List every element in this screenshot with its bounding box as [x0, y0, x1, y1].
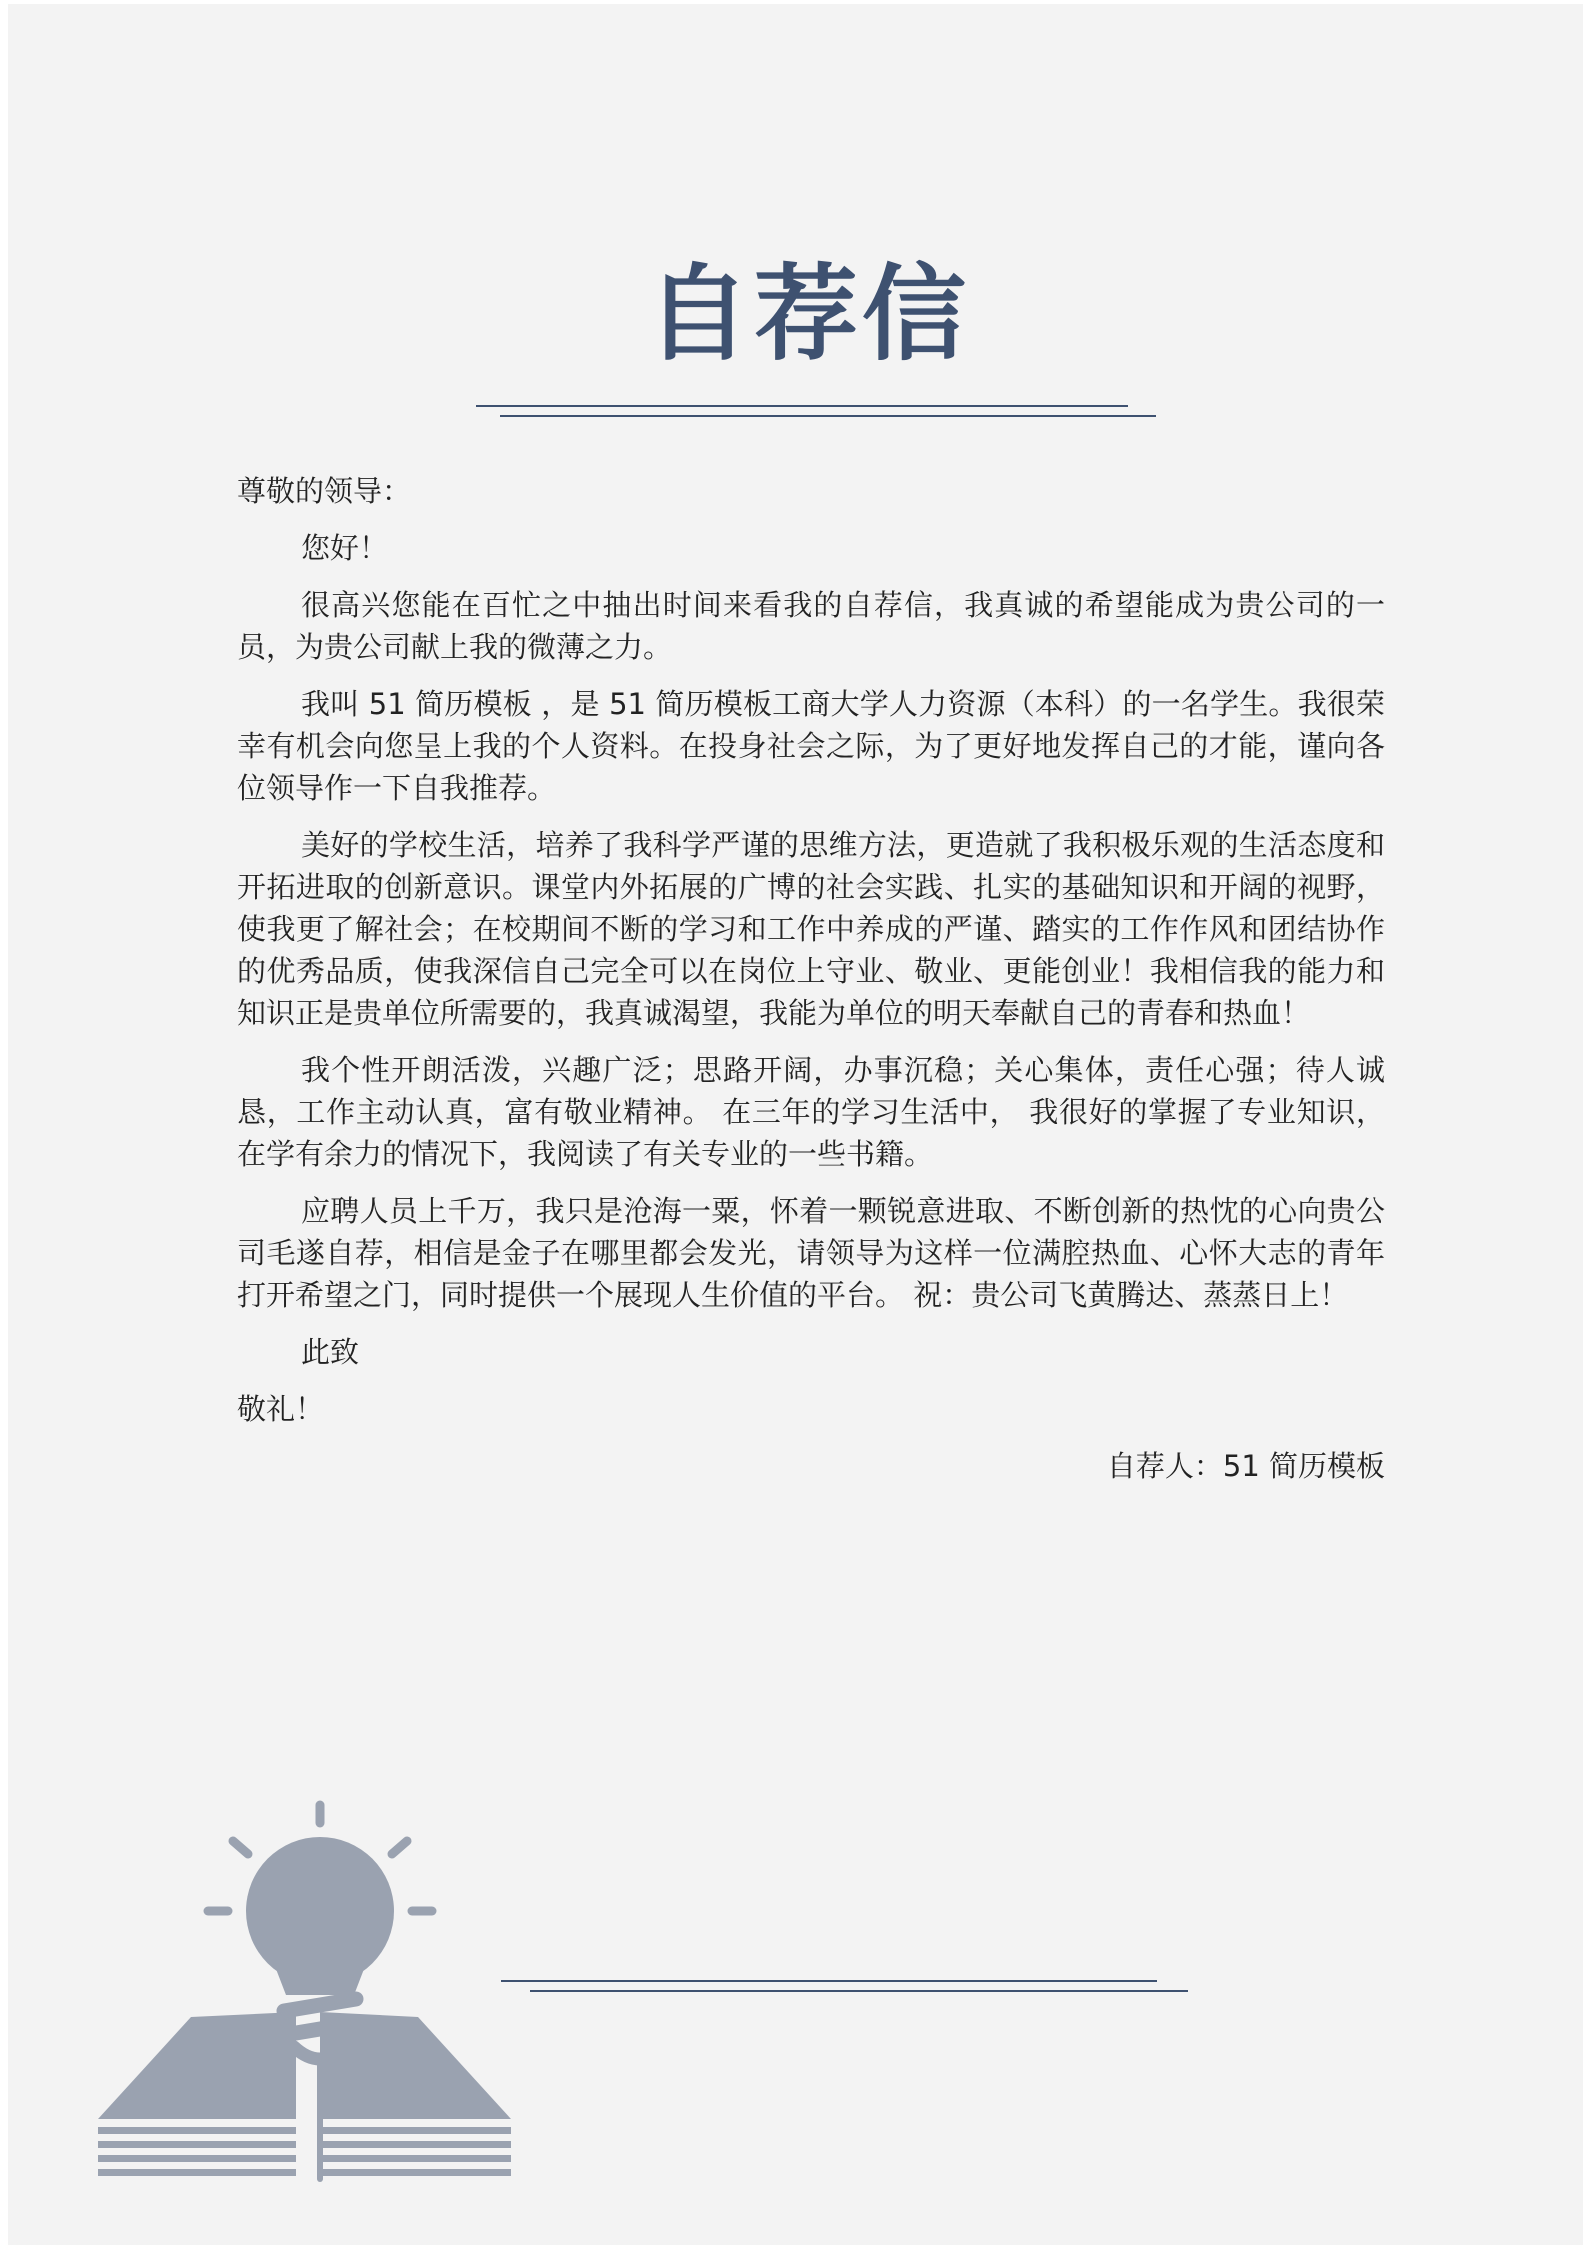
title-rule-bottom [500, 415, 1156, 417]
letter-page [8, 4, 1583, 2245]
page-title: 自荐信 [645, 253, 970, 375]
signature: 自荐人：51 简历模板 [1106, 1449, 1385, 1483]
greeting: 您好！ [301, 531, 389, 565]
closing-line-2: 敬礼！ [237, 1392, 325, 1426]
footer-rule-bottom [530, 1990, 1188, 1992]
paragraph: 我个性开朗活泼，兴趣广泛；思路开阔，办事沉稳；关心集体，责任心强；待人诚恳，工作主动认真，富有敬业精神。 在三年的学习生活中， 我很好的掌握了专业知识，在学有余力的情况下，我阅读了有关专业的一些书籍。 [237, 1053, 1385, 1171]
paragraph: 很高兴您能在百忙之中抽出时间来看我的自荐信，我真诚的希望能成为贵公司的一员，为贵公司献上我的微薄之力。 [237, 588, 1385, 664]
paragraph: 我叫 51 简历模板 ，是 51 简历模板工商大学人力资源（本科）的一名学生。我很荣幸有机会向您呈上我的个人资料。在投身社会之际，为了更好地发挥自己的才能，谨向各位领导作一下自我推荐。 [237, 687, 1385, 805]
lightbulb-on-book-icon [98, 1799, 558, 2199]
paragraph: 美好的学校生活，培养了我科学严谨的思维方法，更造就了我积极乐观的生活态度和开拓进取的创新意识。课堂内外拓展的广博的社会实践、扎实的基础知识和开阔的视野，使我更了解社会；在校期间不断的学习和工作中养成的严谨、踏实的工作作风和团结协作的优秀品质，使我深信自己完全可以在岗位上守业、敬业、更能创业！我相信我的能力和知识正是贵单位所需要的，我真诚渴望，我能为单位的明天奉献自己的青春和热血！ [237, 828, 1385, 1030]
salutation: 尊敬的领导： [237, 474, 412, 508]
letter-body [237, 470, 1385, 1502]
footer-rule-top [501, 1980, 1157, 1982]
title-rule-top [476, 405, 1128, 407]
paragraph: 应聘人员上千万，我只是沧海一粟，怀着一颗锐意进取、不断创新的热忱的心向贵公司毛遂自荐，相信是金子在哪里都会发光，请领导为这样一位满腔热血、心怀大志的青年打开希望之门，同时提供一个展现人生价值的平台。 祝：贵公司飞黄腾达、蒸蒸日上！ [237, 1194, 1385, 1312]
closing-line-1: 此致 [301, 1335, 360, 1369]
